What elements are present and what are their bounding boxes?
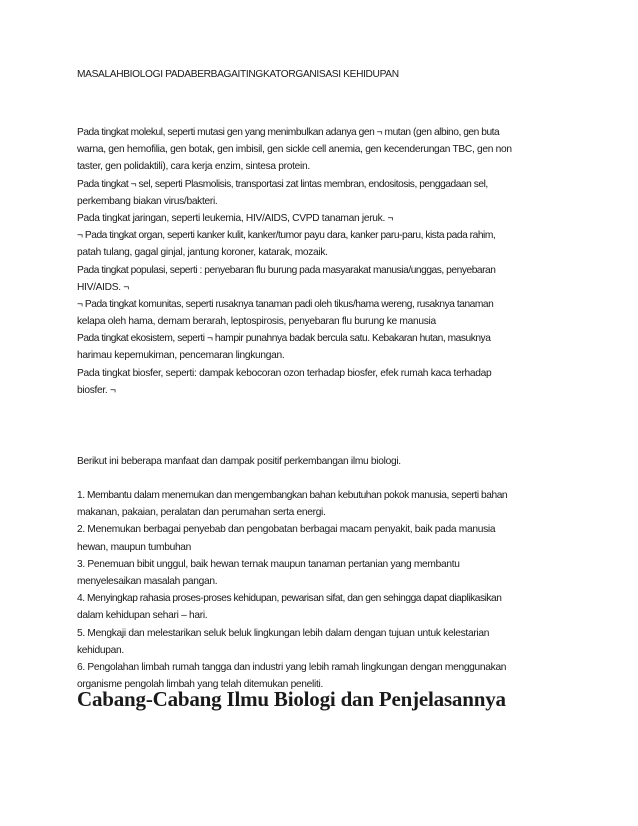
text-line: warna, gen hemofilia, gen botak, gen imbisil, gen sickle cell anemia, gen kecenderungan TBC, gen non: [77, 144, 512, 156]
text-line: Berikut ini beberapa manfaat dan dampak positif perkembangan ilmu biologi.: [77, 456, 401, 467]
text-line: kelapa oleh hama, demam berarah, leptospirosis, penyebaran flu burung ke manusia: [77, 316, 436, 328]
list-item-line: dalam kehidupan sehari – hari.: [77, 610, 208, 622]
text-line: Pada tingkat biosfer, seperti: dampak kebocoran ozon terhadap biosfer, efek rumah kaca terhadap: [77, 367, 492, 379]
text-line: patah tulang, gagal ginjal, jantung koroner, katarak, mozaik.: [77, 247, 328, 259]
document-heading: MASALAHBIOLOGI PADABERBAGAITINGKATORGANISASI KEHIDUPAN: [77, 69, 399, 80]
text-line: Pada tingkat molekul, seperti mutasi gen yang menimbulkan adanya gen ¬ mutan (gen albino, gen buta: [77, 127, 500, 138]
text-line: ¬ Pada tingkat komunitas, seperti rusaknya tanaman padi oleh tikus/hama wereng, rusaknya tanaman: [77, 298, 494, 310]
text-line: Pada tingkat populasi, seperti : penyebaran flu burung pada masyarakat manusia/unggas, penyebaran: [77, 264, 496, 276]
text-line: Pada tingkat ¬ sel, seperti Plasmolisis, transportasi zat lintas membran, endositosis, penggadaan sel,: [77, 178, 488, 190]
text-line: HIV/AIDS. ¬: [77, 281, 129, 293]
benefits-intro: [77, 453, 567, 470]
text-line: Pada tingkat jaringan, seperti leukemia, HIV/AIDS, CVPD tanaman jeruk. ¬: [77, 212, 394, 224]
list-item-line: kehidupan.: [77, 644, 124, 656]
list-item-line: 1. Membantu dalam menemukan dan mengembangkan bahan kebutuhan pokok manusia, seperti bahan: [77, 490, 508, 501]
benefits-list: [77, 487, 567, 693]
list-item-line: organisme pengolah limbah yang telah ditemukan peneliti.: [77, 679, 323, 691]
list-item-line: 2. Menemukan berbagai penyebab dan pengobatan berbagai macam penyakit, baik pada manusia: [77, 524, 496, 536]
problems-paragraph: [77, 124, 567, 399]
list-item-line: menyelesaikan masalah pangan.: [77, 575, 218, 587]
list-item-line: 3. Penemuan bibit unggul, baik hewan ternak maupun tanaman pertanian yang membantu: [77, 558, 460, 570]
text-line: taster, gen polidaktili), cara kerja enzim, sintesa protein.: [77, 161, 310, 173]
text-line: ¬ Pada tingkat organ, seperti kanker kulit, kanker/tumor payu dara, kanker paru-paru, kista pada rahim,: [77, 230, 496, 242]
text-line: perkembang biakan virus/bakteri.: [77, 195, 218, 207]
section-title: Cabang-Cabang Ilmu Biologi dan Penjelasannya: [77, 687, 506, 711]
text-line: harimau kepemukiman, pencemaran lingkungan.: [77, 350, 285, 362]
list-item-line: hewan, maupun tumbuhan: [77, 541, 192, 553]
list-item-line: 4. Menyingkap rahasia proses-proses kehidupan, pewarisan sifat, dan gen sehingga dapat diaplikasikan: [77, 593, 502, 605]
list-item-line: 5. Mengkaji dan melestarikan seluk beluk lingkungan lebih dalam dengan tujuan untuk kelestarian: [77, 627, 490, 639]
text-line: Pada tingkat ekosistem, seperti ¬ hampir punahnya badak bercula satu. Kebakaran hutan, masuknya: [77, 333, 491, 345]
list-item-line: makanan, pakaian, peralatan dan perumahan serta energi.: [77, 507, 326, 519]
list-item-line: 6. Pengolahan limbah rumah tangga dan industri yang lebih ramah lingkungan dengan menggunakan: [77, 661, 507, 673]
text-line: biosfer. ¬: [77, 384, 116, 396]
